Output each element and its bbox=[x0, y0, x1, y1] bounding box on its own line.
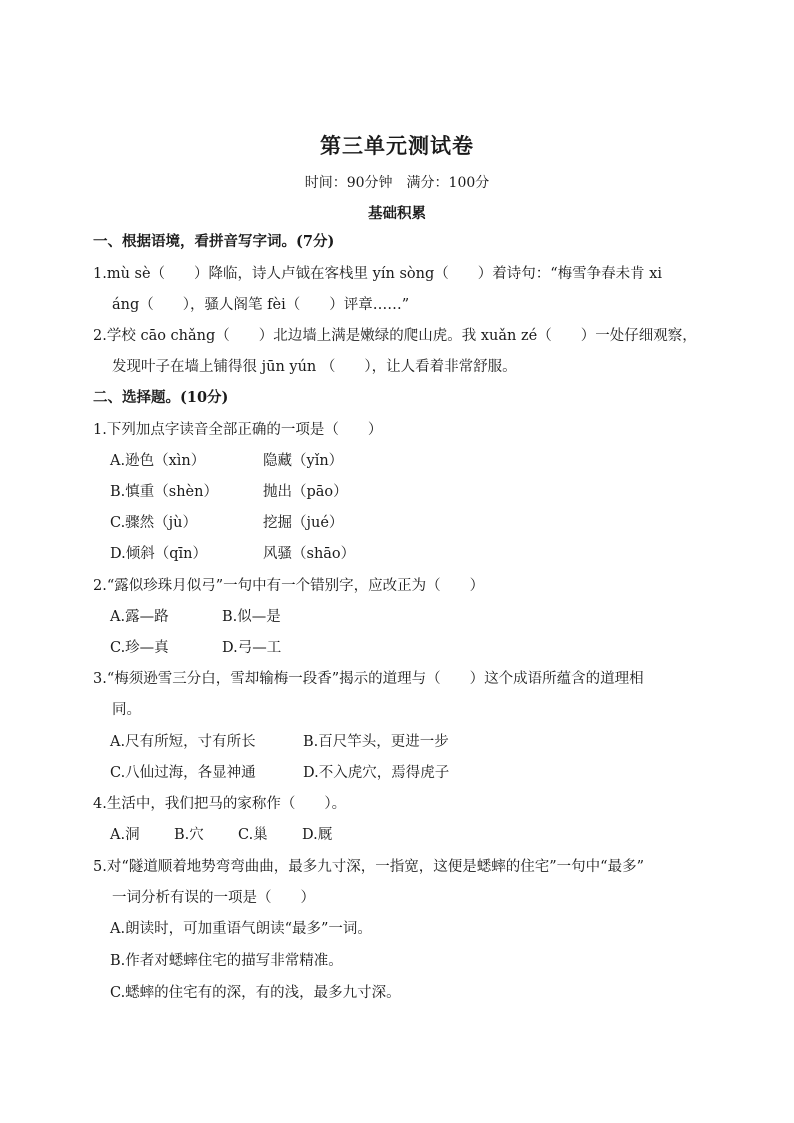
s2-q1-option-b2: 抛出（pāo） bbox=[263, 484, 348, 500]
s2-q5-stem-line2: 一词分析有误的一项是（ ） bbox=[112, 890, 315, 906]
s2-q4-option-d: D.厩 bbox=[302, 827, 333, 843]
s2-q5-option-b: B.作者对蟋蟀住宅的描写非常精准。 bbox=[110, 953, 343, 969]
s2-q3-stem-line1: 3.“梅须逊雪三分白，雪却输梅一段香”揭示的道理与（ ）这个成语所蕴含的道理相 bbox=[93, 671, 644, 687]
section2-heading: 二、选择题。(10分) bbox=[93, 389, 229, 406]
s1-q2-line2: 发现叶子在墙上铺得很 jūn yún （ ），让人看着非常舒服。 bbox=[112, 359, 517, 375]
s1-q2-line1: 2.学校 cāo chǎng（ ）北边墙上满是嫩绿的爬山虎。我 xuǎn zé（ ）一处仔细观察， bbox=[93, 328, 697, 344]
s2-q5-option-c: C.蟋蟀的住宅有的深，有的浅，最多九寸深。 bbox=[110, 985, 401, 1001]
s2-q2-option-c: C.珍—真 bbox=[110, 640, 169, 656]
s2-q2-option-d: D.弓—工 bbox=[222, 640, 282, 656]
s1-q1-line2: áng（ ），骚人阁笔 fèi（ ）评章……” bbox=[112, 297, 410, 313]
s2-q4-option-b: B.穴 bbox=[174, 827, 204, 843]
s2-q3-option-d: D.不入虎穴，焉得虎子 bbox=[303, 765, 450, 781]
s2-q5-option-a: A.朗读时，可加重语气朗读“最多”一词。 bbox=[110, 921, 372, 937]
s2-q1-stem: 1.下列加点字读音全部正确的一项是（ ） bbox=[93, 422, 383, 438]
s2-q1-option-c1: C.骤然（jù） bbox=[110, 515, 198, 531]
s2-q5-stem-line1: 5.对“隧道顺着地势弯弯曲曲，最多九寸深，一指宽，这便是蟋蟀的住宅”一句中“最多” bbox=[93, 859, 644, 875]
s2-q2-option-a: A.露—路 bbox=[110, 609, 169, 625]
s2-q1-option-d2: 风骚（shāo） bbox=[263, 546, 356, 562]
s2-q2-stem: 2.“露似珍珠月似弓”一句中有一个错别字，应改正为（ ） bbox=[93, 578, 485, 594]
s2-q3-option-b: B.百尺竿头，更进一步 bbox=[303, 734, 449, 750]
page-title: 第三单元测试卷 bbox=[320, 133, 474, 158]
s2-q1-option-d1: D.倾斜（qīn） bbox=[110, 546, 207, 562]
s2-q4-option-a: A.洞 bbox=[110, 827, 140, 843]
s2-q4-stem: 4.生活中，我们把马的家称作（ ）。 bbox=[93, 796, 347, 812]
s2-q3-option-c: C.八仙过海，各显神通 bbox=[110, 765, 256, 781]
s2-q4-option-c: C.巢 bbox=[238, 827, 268, 843]
exam-info: 时间：90分钟 满分：100分 bbox=[304, 175, 490, 191]
s2-q1-option-c2: 挖掘（jué） bbox=[263, 515, 344, 531]
s2-q1-option-a2: 隐藏（yǐn） bbox=[263, 453, 344, 469]
part-heading: 基础积累 bbox=[368, 205, 426, 222]
s2-q1-option-a1: A.逊色（xìn） bbox=[110, 453, 206, 469]
s2-q1-option-b1: B.慎重（shèn） bbox=[110, 484, 218, 500]
s2-q3-stem-line2: 同。 bbox=[112, 702, 141, 718]
s1-q1-line1: 1.mù sè（ ）降临，诗人卢钺在客栈里 yín sòng（ ）着诗句：“梅雪争春未肯 xi bbox=[93, 266, 663, 282]
section1-heading: 一、根据语境，看拼音写字词。(7分) bbox=[93, 233, 335, 250]
s2-q3-option-a: A.尺有所短，寸有所长 bbox=[110, 734, 256, 750]
s2-q2-option-b: B.似—是 bbox=[222, 609, 281, 625]
